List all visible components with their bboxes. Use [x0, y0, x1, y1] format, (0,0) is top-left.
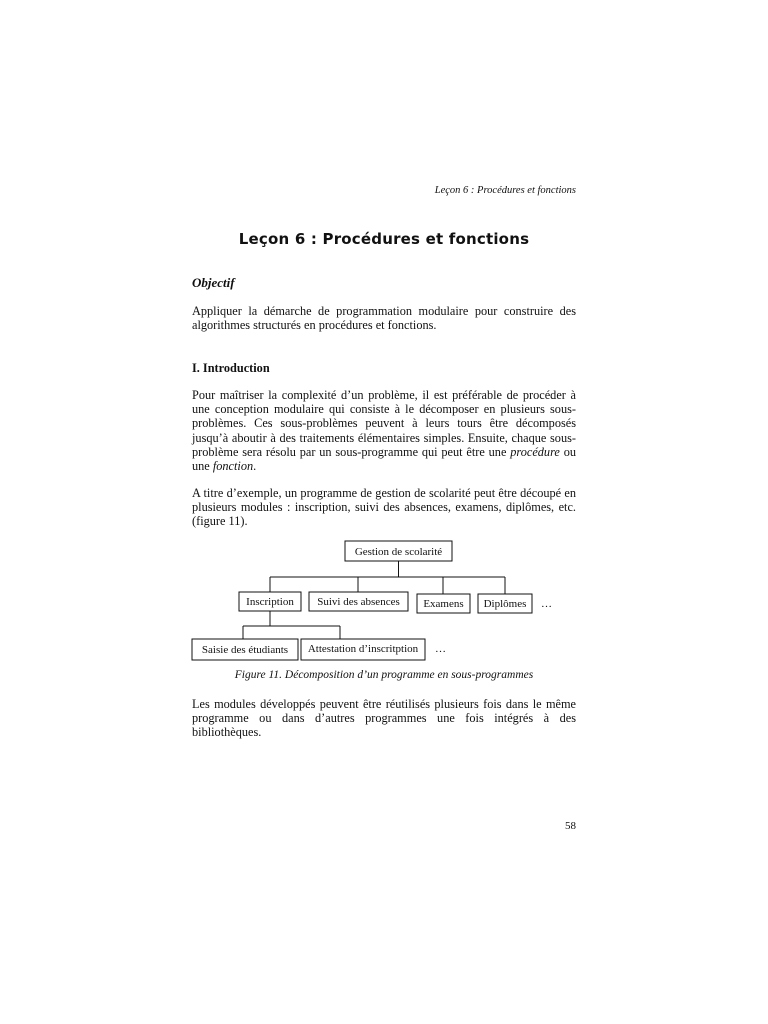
intro-p1-mid: ou une: [192, 444, 576, 474]
node-inscription: Inscription: [246, 596, 294, 608]
intro-p1-fonction: fonction: [212, 459, 254, 474]
figure-caption: Figure 11. Décomposition d’un programme en sous-programmes: [234, 669, 534, 681]
decomposition-diagram: [180, 536, 600, 666]
node-examens: Examens: [423, 598, 464, 610]
intro-p1-end: .: [253, 459, 257, 474]
objective-heading: Objectif: [192, 275, 235, 290]
introduction-paragraph-2: A titre d’exemple, un programme de gestion de scolarité peut être découpé en plusieurs modules : inscription, suivi des absences, examens, diplômes, etc. (figure 11).: [192, 486, 576, 529]
node-attestation-inscription: Attestation d’inscritption: [307, 643, 419, 655]
objective-text: Appliquer la démarche de programmation modulaire pour construire des algorithmes structurés en procédures et fonctions.: [192, 304, 576, 333]
lesson-title: Leçon 6 : Procédures et fonctions: [238, 230, 530, 248]
level2-more: …: [435, 643, 446, 655]
intro-p1-text: Pour maîtriser la complexité d’un problème, il est préférable de procéder à une conception modulaire qui consiste à le décomposer en plusieurs sous-problèmes. Ces sous-problèmes peuvent à leurs tours être décomposés jusqu’à aboutir à des traitements élémentaires simples. Ensuite, chaque sous-problème sera résolu par un sous-programme qui peut être une: [192, 388, 576, 459]
introduction-paragraph-1: [192, 388, 576, 473]
intro-p1-procedure: procédure: [510, 444, 560, 459]
node-saisie-etudiants: Saisie des étudiants: [201, 644, 289, 656]
introduction-heading: I. Introduction: [192, 361, 270, 375]
level1-more: …: [541, 598, 552, 610]
page-number: 58: [565, 820, 576, 832]
node-diplomes: Diplômes: [483, 598, 527, 610]
node-suivi-absences: Suivi des absences: [317, 596, 400, 608]
running-header: Leçon 6 : Procédures et fonctions: [434, 185, 576, 196]
node-root: Gestion de scolarité: [354, 546, 443, 558]
conclusion-paragraph: Les modules développés peuvent être réutilisés plusieurs fois dans le même programme ou dans d’autres programmes une fois intégrés à des bibliothèques.: [192, 697, 576, 740]
